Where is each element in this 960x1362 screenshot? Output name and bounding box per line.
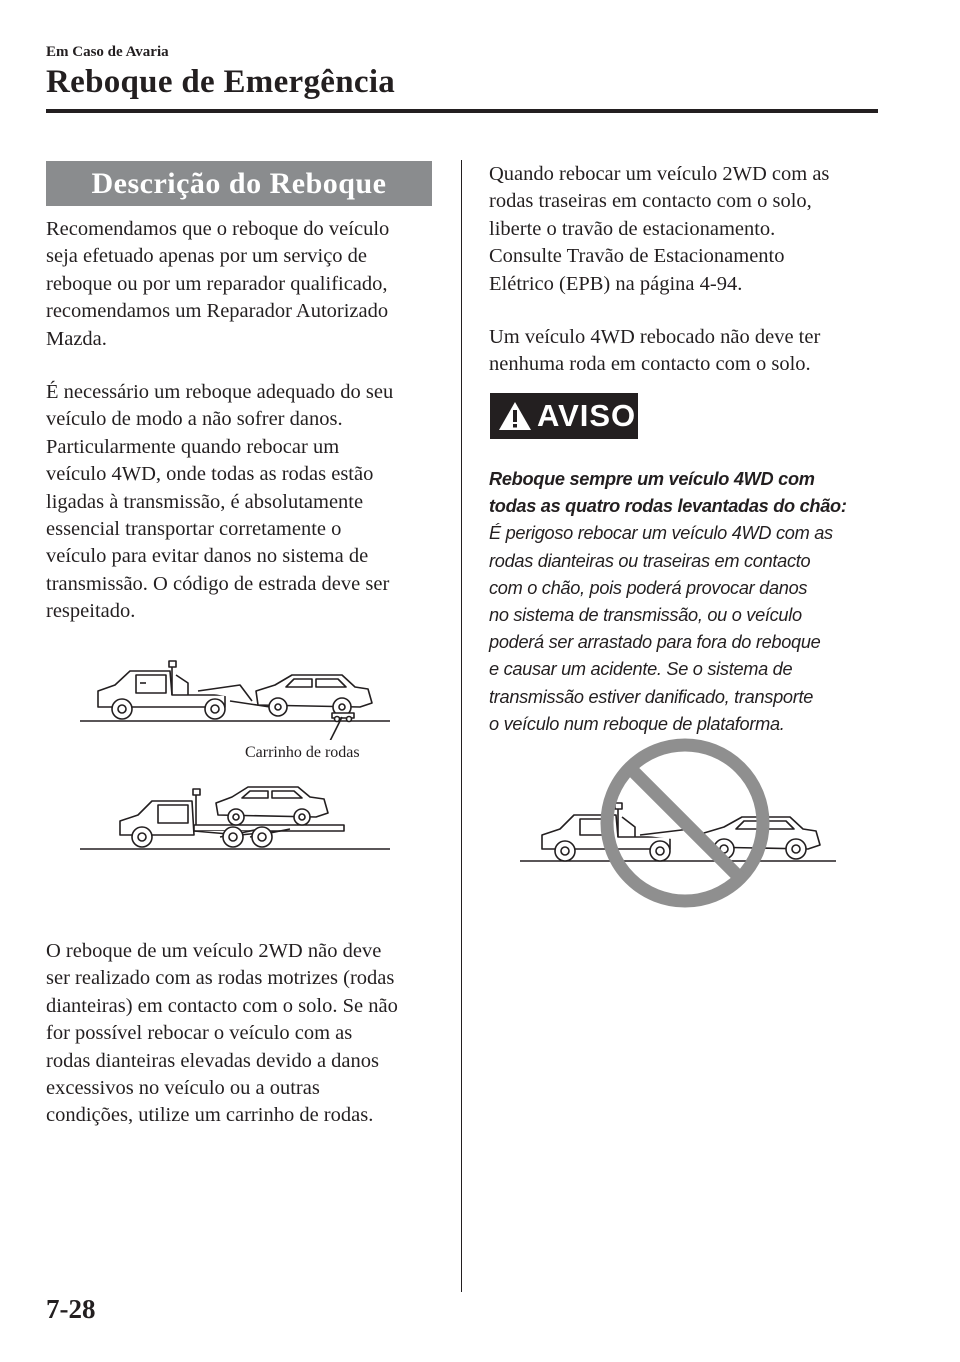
figure-caption-wheel-dolly: Carrinho de rodas <box>245 744 360 761</box>
warning-body: É perigoso rebocar um veículo 4WD com as rodas dianteiras ou traseiras em contacto com o chão, pois poderá provocar danos no sistema de transmissão, ou o veículo poderá ser arrastado para fora do reboque e causar um acidente. Se o sistema de transmissão estiver danificado, transporte o veículo num reboque de plataforma. <box>489 523 833 734</box>
warning-label: AVISO <box>537 398 637 433</box>
header-section-label: Em Caso de Avaria <box>46 44 169 60</box>
warning-heading: Reboque sempre um veículo 4WD com todas as quatro rodas levantadas do chão: <box>489 469 847 517</box>
warning-text <box>489 466 889 738</box>
flatbed-tow-illustration <box>80 785 400 855</box>
prohibited-towing-illustration <box>520 735 840 915</box>
page-header-title: Reboque de Emergência <box>46 64 396 100</box>
column-divider <box>461 160 462 1292</box>
warning-badge <box>490 393 638 439</box>
paragraph-4wd-towing: Um veículo 4WD rebocado não deve ter nenhuma roda em contacto com o solo. <box>489 326 821 376</box>
warning-triangle-icon <box>498 401 532 431</box>
section-title: Descrição do Reboque <box>46 161 432 206</box>
tow-dolly-illustration <box>80 655 400 740</box>
paragraph-proper-towing: É necessário um reboque adequado do seu veículo de modo a não sofrer danos. Particularmente quando rebocar um veículo 4WD, onde todas as rodas estão ligadas à transmissão, é absolutamente essencial transportar corretamente o veículo para evitar danos no sistema de transmissão. O código de estrada deve ser respeitado. <box>46 381 394 623</box>
paragraph-parking-brake: Quando rebocar um veículo 2WD com as rodas traseiras em contacto com o solo, liberte o travão de estacionamento. Consulte Travão de Estacionamento Elétrico (EPB) na página 4-94. <box>489 163 830 295</box>
page-number: 7-28 <box>46 1294 96 1324</box>
paragraph-recommendation: Recomendamos que o reboque do veículo seja efetuado apenas por um serviço de reboque ou por um reparador qualificado, recomendamos um Reparador Autorizado Mazda. <box>46 218 390 350</box>
header-rule <box>46 109 878 113</box>
paragraph-2wd-towing: O reboque de um veículo 2WD não deve ser realizado com as rodas motrizes (rodas dianteiras) em contacto com o solo. Se não for possível rebocar o veículo com as rodas dianteiras elevadas devido a danos excessivos no veículo ou a outras condições, utilize um carrinho de rodas. <box>46 940 398 1127</box>
